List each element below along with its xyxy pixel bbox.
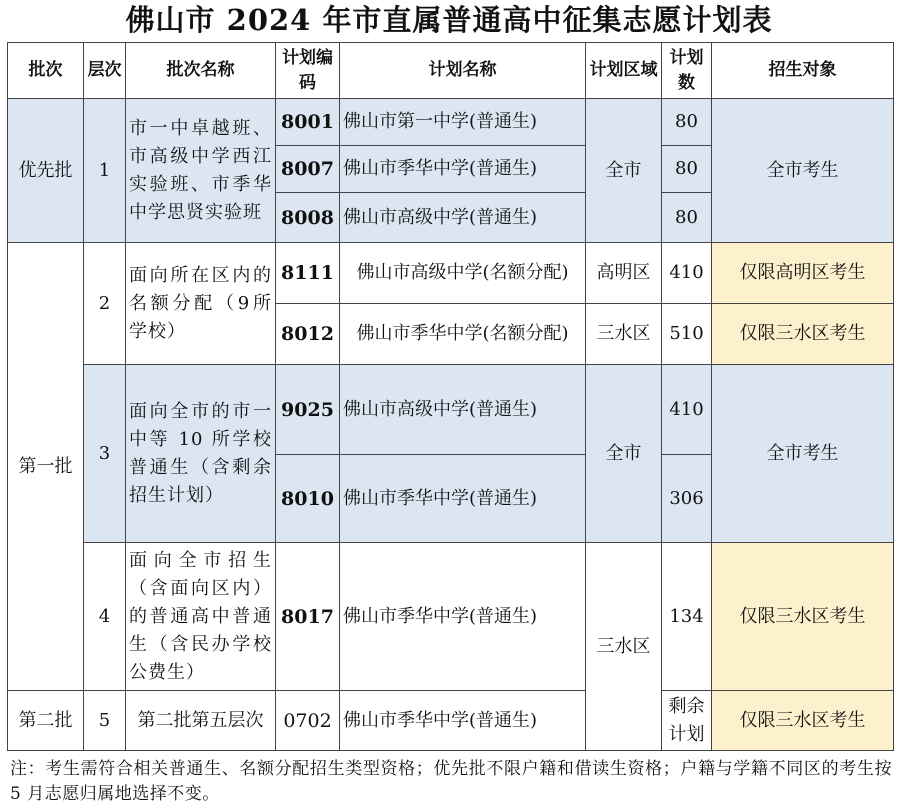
plan-count-cell: 510 [662, 304, 712, 365]
plan-name-cell: 佛山市季华中学(普通生) [340, 543, 586, 691]
plan-code-cell: 8017 [276, 543, 340, 691]
level-cell: 5 [84, 691, 126, 751]
header-batch: 批次 [8, 43, 84, 99]
level-cell: 4 [84, 543, 126, 691]
table-row [8, 691, 894, 751]
plan-code-cell: 9025 [276, 365, 340, 455]
plan-name-cell: 佛山市季华中学(普通生) [340, 691, 586, 751]
plan-name-cell: 佛山市高级中学(普通生) [340, 193, 586, 243]
region-cell: 全市 [586, 99, 662, 243]
plan-count-cell: 306 [662, 455, 712, 543]
batch-name-cell: 市一中卓越班、市高级中学西江实验班、市季华中学思贤实验班 [126, 99, 276, 243]
plan-code-cell: 8007 [276, 146, 340, 193]
plan-count-cell: 80 [662, 99, 712, 146]
batch-name-cell: 第二批第五层次 [126, 691, 276, 751]
plan-name-cell: 佛山市第一中学(普通生) [340, 99, 586, 146]
plan-name-cell: 佛山市季华中学(名额分配) [340, 304, 586, 365]
target-cell: 仅限三水区考生 [712, 691, 894, 751]
header-row [8, 43, 894, 99]
plan-count-cell: 410 [662, 365, 712, 455]
header-batch-name: 批次名称 [126, 43, 276, 99]
plan-table [7, 42, 894, 751]
batch-name-cell: 面向全市招生（含面向区内）的普通高中普通生（含民办学校公费生） [126, 543, 276, 691]
page-title: 佛山市 2024 年市直属普通高中征集志愿计划表 [125, 3, 773, 37]
plan-count-cell: 80 [662, 193, 712, 243]
table-row [8, 99, 894, 146]
plan-name-cell: 佛山市季华中学(普通生) [340, 146, 586, 193]
target-cell: 仅限高明区考生 [712, 243, 894, 304]
table-row [8, 365, 894, 455]
target-cell: 仅限三水区考生 [712, 304, 894, 365]
header-target: 招生对象 [712, 43, 894, 99]
table-row [8, 243, 894, 304]
footnote: 注：考生需符合相关普通生、名额分配招生类型资格；优先批不限户籍和借读生资格；户籍与学籍不同区的考生按 5 月志愿归属地选择不变。 [10, 759, 892, 804]
header-level: 层次 [84, 43, 126, 99]
region-cell: 全市 [586, 365, 662, 543]
level-cell: 1 [84, 99, 126, 243]
header-plan-code: 计划编码 [276, 43, 340, 99]
plan-code-cell: 8001 [276, 99, 340, 146]
plan-code-cell: 0702 [276, 691, 340, 751]
target-cell: 仅限三水区考生 [712, 543, 894, 691]
plan-name-cell: 佛山市高级中学(名额分配) [340, 243, 586, 304]
batch-name-cell: 面向所在区内的名额分配（9所学校） [126, 243, 276, 365]
plan-name-cell: 佛山市高级中学(普通生) [340, 365, 586, 455]
plan-count-cell: 80 [662, 146, 712, 193]
header-plan-name: 计划名称 [340, 43, 586, 99]
level-cell: 3 [84, 365, 126, 543]
region-cell: 高明区 [586, 243, 662, 304]
header-plan-count: 计划数 [662, 43, 712, 99]
plan-code-cell: 8008 [276, 193, 340, 243]
level-cell: 2 [84, 243, 126, 365]
batch-cell: 第一批 [8, 243, 84, 691]
target-cell: 全市考生 [712, 99, 894, 243]
plan-name-cell: 佛山市季华中学(普通生) [340, 455, 586, 543]
plan-count-cell: 剩余计划 [662, 691, 712, 751]
plan-count-cell: 134 [662, 543, 712, 691]
plan-code-cell: 8012 [276, 304, 340, 365]
batch-name-cell: 面向全市的市一中等 10 所学校普通生（含剩余招生计划） [126, 365, 276, 543]
region-cell: 三水区 [586, 304, 662, 365]
plan-count-cell: 410 [662, 243, 712, 304]
batch-cell: 第二批 [8, 691, 84, 751]
target-cell: 全市考生 [712, 365, 894, 543]
plan-code-cell: 8010 [276, 455, 340, 543]
region-cell: 三水区 [586, 543, 662, 751]
table-row [8, 543, 894, 691]
header-region: 计划区域 [586, 43, 662, 99]
plan-code-cell: 8111 [276, 243, 340, 304]
batch-cell: 优先批 [8, 99, 84, 243]
